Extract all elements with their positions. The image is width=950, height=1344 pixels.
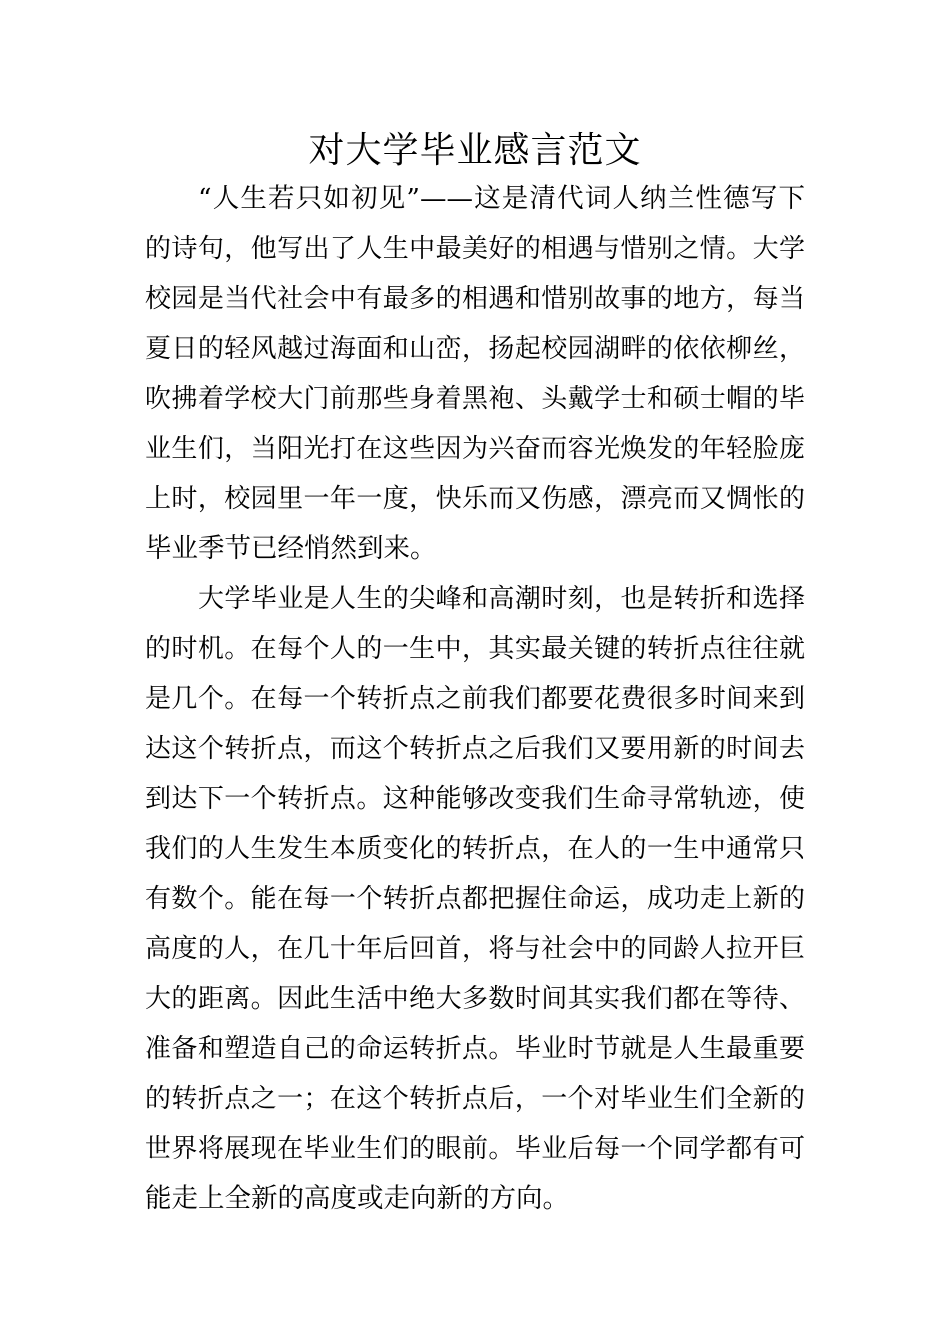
paragraph-line: 吹拂着学校大门前那些身着黑袍、头戴学士和硕士帽的毕 [145,384,805,414]
document-title: 对大学毕业感言范文 [308,130,642,171]
paragraph-line: 的时机。在每个人的一生中，其实最关键的转折点往往就 [145,634,805,664]
paragraph-line: 达这个转折点，而这个转折点之后我们又要用新的时间去 [145,734,805,764]
paragraph-line: 我们的人生发生本质变化的转折点，在人的一生中通常只 [145,834,805,864]
paragraph-line: 准备和塑造自己的命运转折点。毕业时节就是人生最重要 [145,1034,805,1064]
paragraph-line: 到达下一个转折点。这种能够改变我们生命寻常轨迹，使 [145,784,805,814]
paragraph-line: 大的距离。因此生活中绝大多数时间其实我们都在等待、 [145,984,805,1014]
paragraph-line: 是几个。在每一个转折点之前我们都要花费很多时间来到 [145,684,805,714]
paragraph-line: 大学毕业是人生的尖峰和高潮时刻，也是转折和选择 [198,584,805,614]
paragraph-line: 有数个。能在每一个转折点都把握住命运，成功走上新的 [145,884,805,914]
paragraph-line: “人生若只如初见”——这是清代词人纳兰性德写下 [198,183,805,214]
paragraph-line: 业生们，当阳光打在这些因为兴奋而容光焕发的年轻脸庞 [145,434,805,464]
paragraph-line: 能走上全新的高度或走向新的方向。 [145,1183,569,1214]
paragraph-line: 上时，校园里一年一度，快乐而又伤感，漂亮而又惆怅的 [145,484,805,514]
paragraph-line: 的诗句，他写出了人生中最美好的相遇与惜别之情。大学 [145,234,805,264]
paragraph-line: 的转折点之一；在这个转折点后，一个对毕业生们全新的 [145,1084,805,1114]
paragraph-2 [145,574,805,1224]
paragraph-line: 校园是当代社会中有最多的相遇和惜别故事的地方，每当 [145,284,805,314]
paragraph-line: 高度的人，在几十年后回首，将与社会中的同龄人拉开巨 [145,934,805,964]
paragraph-line: 夏日的轻风越过海面和山峦，扬起校园湖畔的依依柳丝， [145,334,805,364]
paragraph-line: 毕业季节已经悄然到来。 [145,533,437,564]
paragraph-1 [145,174,805,574]
paragraph-line: 世界将展现在毕业生们的眼前。毕业后每一个同学都有可 [145,1134,805,1164]
